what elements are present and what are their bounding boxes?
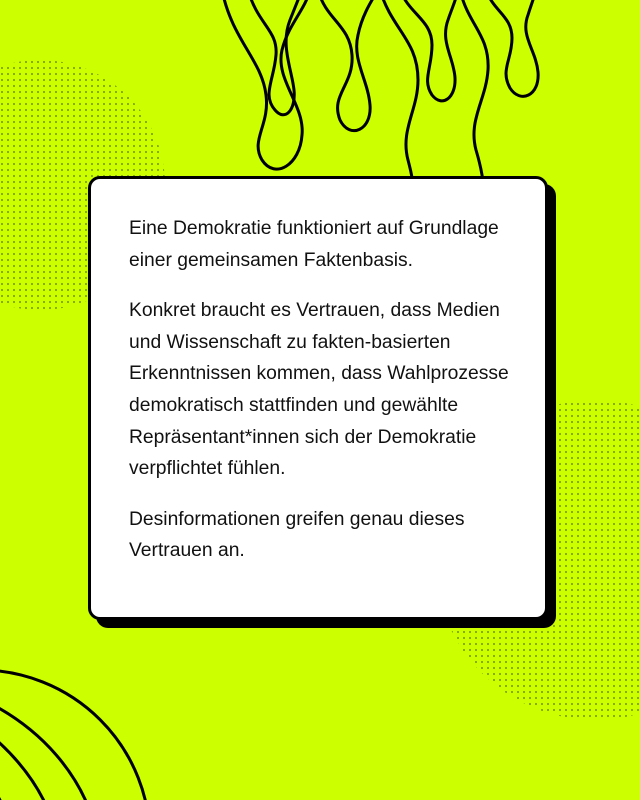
text-card bbox=[88, 176, 548, 620]
paragraph-disinformation: Desinformationen greifen genau dieses Vertrauen an. bbox=[129, 508, 465, 562]
paragraph-trust: Konkret braucht es Vertrauen, dass Medien und Wissenschaft zu fakten-basierten Erkenntnissen kommen, dass Wahlprozesse demokratisch stattfinden und gewählte Repräsentant*innen sich der Demokratie verpflichtet fühlen. bbox=[129, 300, 509, 480]
paragraph-intro: Eine Demokratie funktioniert auf Grundlage einer gemeinsamen Faktenbasis. bbox=[129, 218, 499, 271]
